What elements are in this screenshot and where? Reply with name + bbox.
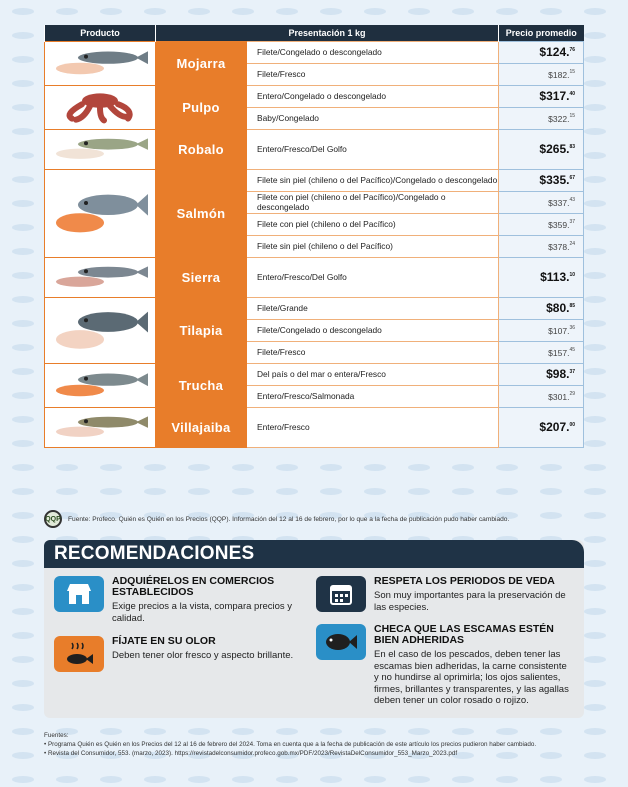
recommendation-item: [54, 636, 294, 672]
store-icon: [54, 576, 104, 612]
price-cents: 00: [569, 422, 576, 428]
presentation-cell: Filete con piel (chileno o del Pacífico)/Congelado o descongelado: [247, 191, 499, 213]
price-cents: 83: [569, 144, 576, 150]
header-price: Precio promedio: [499, 25, 584, 41]
table-row: [45, 363, 584, 385]
price-main: $335.: [539, 173, 570, 187]
price-main: $98.: [546, 367, 570, 381]
price-main: $80.: [546, 301, 570, 315]
price-main: $301.: [548, 391, 570, 402]
price-cents: 76: [569, 47, 576, 53]
price-cell: [499, 341, 584, 363]
price-cell: [499, 407, 584, 447]
sierra-fish-icon: [45, 257, 156, 297]
price-main: $107.: [548, 325, 570, 336]
presentation-cell: Entero/Fresco: [247, 407, 499, 447]
presentation-cell: Entero/Fresco/Del Golfo: [247, 257, 499, 297]
recommendations-panel: [44, 540, 584, 718]
profeco-seal-icon: QQP: [44, 510, 62, 528]
robalo-fish-icon: [45, 129, 156, 169]
presentation-cell: Filete con piel (chileno o del Pacífico): [247, 213, 499, 235]
mojarra-fish-icon: [45, 41, 156, 85]
price-cents: 37: [569, 369, 576, 375]
footnote-1: • Programa Quién es Quién en los Precios del 12 al 16 de febrero del 2024. Toma en cuenta que a la fecha de publicación de este artículo los precios pudieron haber cambiado.: [44, 741, 537, 748]
presentation-cell: Filete/Grande: [247, 297, 499, 319]
price-cents: 85: [569, 303, 576, 309]
price-cents: 67: [569, 175, 576, 181]
recommendation-text: Son muy importantes para la preservación de las especies.: [374, 590, 566, 613]
price-cents: 36: [569, 324, 576, 331]
presentation-cell: Baby/Congelado: [247, 107, 499, 129]
price-main: $113.: [540, 270, 570, 284]
source-note-text: Fuente: Profeco. Quién es Quién en los Precios (QQP). Información del 12 al 16 de febrero, por lo que a la fecha de publicación pudo haber cambiado.: [68, 515, 510, 523]
price-cell: [499, 213, 584, 235]
octopus-icon: [45, 85, 156, 129]
table-row: [45, 407, 584, 447]
price-cell: [499, 191, 584, 213]
villajaiba-fish-icon: [45, 407, 156, 447]
tilapia-fish-icon: [45, 297, 156, 363]
price-cents: 40: [569, 91, 576, 97]
price-main: $322.: [548, 113, 570, 124]
price-cents: 10: [569, 272, 576, 278]
price-main: $337.: [548, 197, 570, 208]
price-main: $317.: [539, 89, 570, 103]
price-cents: 15: [569, 112, 576, 119]
table-row: [45, 129, 584, 169]
price-main: $359.: [548, 219, 570, 230]
price-cell: [499, 63, 584, 85]
presentation-cell: Filete/Congelado o descongelado: [247, 319, 499, 341]
product-name: Trucha: [156, 363, 247, 407]
recommendation-item: [54, 576, 294, 624]
price-cents: 29: [569, 390, 576, 397]
presentation-cell: Entero/Fresco/Del Golfo: [247, 129, 499, 169]
header-product: Producto: [45, 25, 156, 41]
price-cell: [499, 107, 584, 129]
fish-smell-icon: [54, 636, 104, 672]
presentation-cell: Filete/Congelado o descongelado: [247, 41, 499, 63]
price-cents: 24: [569, 240, 576, 247]
source-note: [44, 510, 584, 528]
price-table: [44, 25, 584, 448]
price-main: $378.: [548, 241, 570, 252]
table-row: [45, 297, 584, 319]
price-cell: [499, 385, 584, 407]
recommendations-title: RECOMENDACIONES: [44, 540, 584, 568]
presentation-cell: Del país o del mar o entera/Fresco: [247, 363, 499, 385]
footnotes: [44, 731, 604, 758]
salmon-fish-icon: [45, 169, 156, 257]
price-cents: 43: [569, 196, 576, 203]
fish-scales-icon: [316, 624, 366, 660]
price-cell: [499, 85, 584, 107]
price-cell: [499, 169, 584, 191]
recommendation-title: FÍJATE EN SU OLOR: [112, 635, 216, 647]
price-main: $124.: [539, 45, 570, 59]
price-cell: [499, 129, 584, 169]
recommendation-title: ADQUIÉRELOS EN COMERCIOS ESTABLECIDOS: [112, 575, 275, 598]
header-presentation: Presentación 1 kg: [156, 25, 499, 41]
price-cell: [499, 297, 584, 319]
price-main: $182.: [548, 69, 570, 80]
footnotes-title: Fuentes:: [44, 732, 69, 739]
product-name: Salmón: [156, 169, 247, 257]
recommendation-item: [316, 624, 574, 707]
presentation-cell: Filete sin piel (chileno o del Pacífico)/Congelado o descongelado: [247, 169, 499, 191]
price-cell: [499, 41, 584, 63]
presentation-cell: Entero/Congelado o descongelado: [247, 85, 499, 107]
recommendation-text: Exige precios a la vista, compara precios y calidad.: [112, 601, 293, 624]
price-cell: [499, 363, 584, 385]
table-header-row: [45, 25, 584, 41]
recommendation-title: RESPETA LOS PERIODOS DE VEDA: [374, 575, 555, 587]
product-name: Pulpo: [156, 85, 247, 129]
presentation-cell: Filete/Fresco: [247, 341, 499, 363]
trout-fish-icon: [45, 363, 156, 407]
price-cents: 37: [569, 218, 576, 225]
recommendation-item: [316, 576, 574, 613]
price-cell: [499, 319, 584, 341]
table-row: [45, 169, 584, 191]
price-cents: 15: [569, 68, 576, 75]
product-name: Tilapia: [156, 297, 247, 363]
presentation-cell: Entero/Fresco/Salmonada: [247, 385, 499, 407]
price-cell: [499, 257, 584, 297]
recommendation-title: CHECA QUE LAS ESCAMAS ESTÉN BIEN ADHERIDAS: [374, 623, 554, 646]
price-cell: [499, 235, 584, 257]
price-main: $207.: [539, 420, 570, 434]
product-name: Robalo: [156, 129, 247, 169]
table-row: [45, 85, 584, 107]
price-main: $265.: [539, 142, 570, 156]
presentation-cell: Filete/Fresco: [247, 63, 499, 85]
product-name: Villajaiba: [156, 407, 247, 447]
presentation-cell: Filete sin piel (chileno o del Pacífico): [247, 235, 499, 257]
product-name: Mojarra: [156, 41, 247, 85]
table-row: [45, 257, 584, 297]
price-cents: 45: [569, 346, 576, 353]
recommendation-text: Deben tener olor fresco y aspecto brillante.: [112, 650, 294, 661]
price-main: $157.: [548, 347, 570, 358]
calendar-icon: [316, 576, 366, 612]
footnote-2: • Revista del Consumidor, 553. (marzo, 2023). https://revistadelconsumidor.profeco.gob.mx/PDF/2023/RevistaDelConsumidor_553_Marzo_2023.pdf: [44, 750, 458, 757]
product-name: Sierra: [156, 257, 247, 297]
recommendation-text: En el caso de los pescados, deben tener las escamas bien adheridas, la carne consistente y no hundirse al oprimirla; los ojos salientes, firmes, brillantes y transparentes, y las agallas deben tener un color rosado o rojizo.: [374, 649, 569, 706]
table-row: [45, 41, 584, 63]
